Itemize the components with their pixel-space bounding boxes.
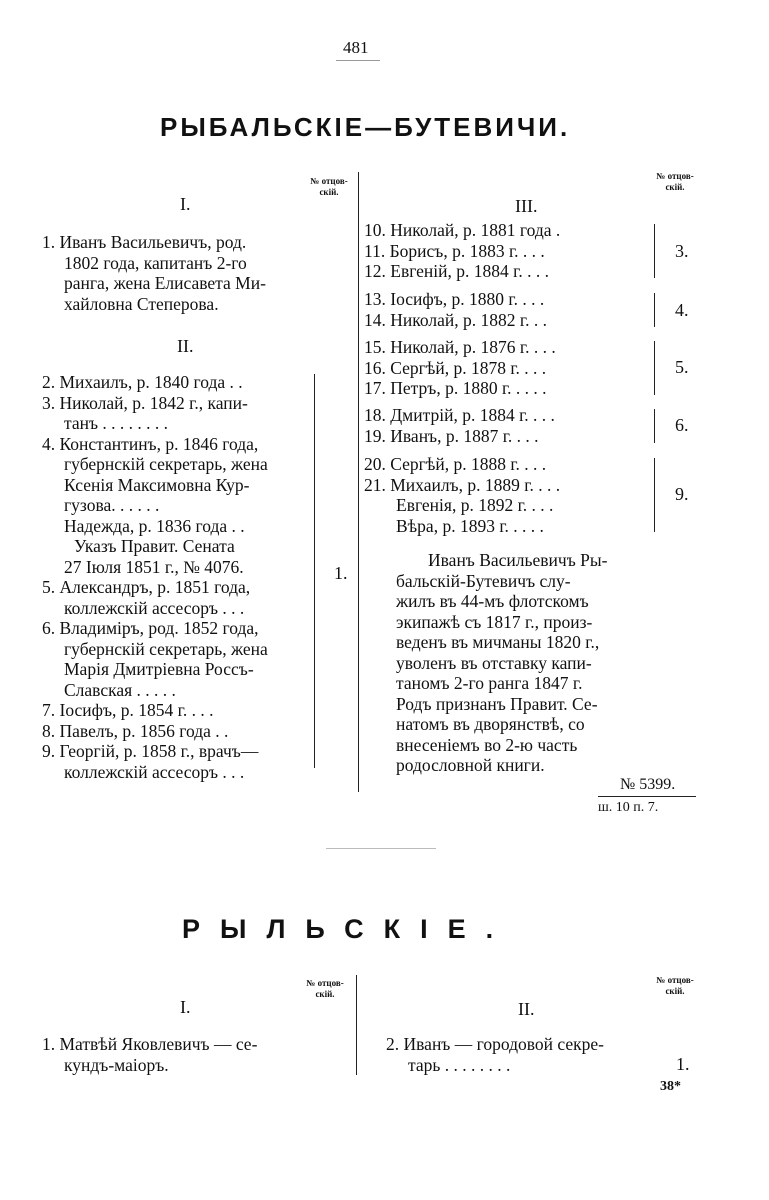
text-line: родословной книги. [396,755,545,775]
text-line: 14. Николай, р. 1882 г. . . [364,309,547,330]
section2-father-no: 1. [676,1054,690,1074]
gen2-entries [42,372,268,782]
text-line: 10. Николай, р. 1881 года . [364,220,561,240]
generation-2-label: II. [177,336,194,356]
text-line: 1. Иванъ Васильевичъ, род. [42,232,247,252]
text-line: бальскій-Бутевичъ слу- [396,570,571,591]
group-5-father-no: 9. [675,484,689,504]
text-line: 4. Константинъ, р. 1846 года, [42,433,259,454]
column-divider-2 [356,975,357,1075]
text-line: 18. Дмитрій, р. 1884 г. . . . [364,405,555,425]
family-title: РЫБАЛЬСКІЕ—БУТЕВИЧИ. [160,112,571,142]
text-line: гузова. . . . . . [64,495,160,515]
group-3-father-no: 5. [675,357,689,377]
text-line: уволенъ въ отставку капи- [396,652,592,673]
text-line: 17. Петръ, р. 1880 г. . . . . [364,378,547,398]
text-line: Марія Дмитріевна Россъ- [64,659,254,679]
group-2-bracket [654,293,655,327]
text-line: таномъ 2-го ранга 1847 г. [396,673,583,693]
page-number-rule [336,60,380,61]
text-line: 1. Матвѣй Яковлевичъ — се- [42,1034,258,1054]
generation-1-label: I. [180,194,191,214]
column-divider [358,172,359,792]
text-line: губернскій секретарь, жена [64,638,268,659]
text-line: жилъ въ 44-мъ флотскомъ [396,591,589,611]
text-line: 12. Евгеній, р. 1884 г. . . . [364,261,549,281]
gen1-entry [42,232,266,314]
gen3-group-1 [364,220,560,282]
text-line: 27 Іюля 1851 г., № 4076. [64,556,244,577]
group-1-father-no: 3. [675,241,689,261]
section2-left-entry [42,1034,257,1075]
father-no-header-right: № отцов- скій. [656,171,694,192]
father-no-header-left-2: № отцов- скій. [306,978,344,999]
text-line: танъ . . . . . . . . [64,413,169,433]
group-1-bracket [654,224,655,278]
text-line: ранга, жена Елисавета Ми- [64,273,266,293]
text-line: Вѣра, р. 1893 г. . . . . [396,515,544,536]
text-line: Славская . . . . . [64,679,176,700]
text-line: хайловна Степерова. [64,293,219,314]
group-4-bracket [654,409,655,443]
group-3-bracket [654,341,655,395]
gen3-group-4 [364,405,555,446]
gen2-bracket [314,374,315,768]
gen2-father-no: 1. [334,563,348,583]
gen3-group-3 [364,337,556,399]
gen3-group-5 [364,454,560,536]
text-line: 19. Иванъ, р. 1887 г. . . . [364,425,539,446]
text-line: веденъ въ мичманы 1820 г., [396,632,600,652]
text-line: 6. Владиміръ, род. 1852 года, [42,618,259,638]
text-line: внесеніемъ во 2-ю часть [396,734,578,755]
text-line: коллежскій ассесоръ . . . [64,761,245,782]
text-line: натомъ въ дворянствѣ, со [396,714,585,734]
generation-3-label: III. [515,196,538,216]
text-line: коллежскій ассесоръ . . . [64,597,245,618]
text-line: 5. Александръ, р. 1851 года, [42,577,251,597]
family-title-2: РЫЛЬСКІЕ. [182,914,514,944]
father-no-header-right-2: № отцов- скій. [656,975,694,996]
father-no-header-left: № отцов- скій. [310,176,348,197]
section2-right-entry [386,1034,604,1075]
section2-gen2-label: II. [518,999,535,1019]
section2-gen1-label: I. [180,997,191,1017]
group-5-bracket [654,458,655,532]
text-line: 1802 года, капитанъ 2-го [64,252,247,273]
text-line: Указъ Правит. Сената [74,536,235,556]
text-line: Евгенія, р. 1892 г. . . . [396,495,554,515]
page-number: 481 [343,38,369,57]
text-line: 15. Николай, р. 1876 г. . . . [364,337,556,357]
text-line: экипажѣ съ 1817 г., произ- [396,611,593,632]
reference-location: ш. 10 п. 7. [598,800,659,815]
text-line: Иванъ Васильевичъ Ры- [428,550,608,570]
text-line: 2. Иванъ — городовой секре- [386,1034,604,1054]
text-line: Родъ признанъ Правит. Се- [396,693,598,714]
text-line: кундъ-маіоръ. [64,1054,169,1075]
text-line: 13. Іосифъ, р. 1880 г. . . . [364,289,545,309]
text-line: 20. Сергѣй, р. 1888 г. . . . [364,454,547,474]
group-4-father-no: 6. [675,415,689,435]
text-line: 7. Іосифъ, р. 1854 г. . . . [42,700,214,720]
section-separator [326,848,436,849]
group-2-father-no: 4. [675,300,689,320]
historical-note [370,550,607,776]
text-line: 8. Павелъ, р. 1856 года . . [42,720,229,741]
text-line: Надежда, р. 1836 года . . [64,515,245,536]
text-line: 16. Сергѣй, р. 1878 г. . . . [364,357,547,378]
text-line: 21. Михаилъ, р. 1889 г. . . . [364,474,561,495]
text-line: 11. Борисъ, р. 1883 г. . . . [364,240,545,261]
text-line: 2. Михаилъ, р. 1840 года . . [42,372,243,392]
text-line: Ксенія Максимовна Кур- [64,474,250,495]
reference-number: № 5399. [620,776,676,793]
signature-mark: 38* [660,1079,681,1094]
text-line: 3. Николай, р. 1842 г., капи- [42,392,248,413]
text-line: губернскій секретарь, жена [64,454,268,474]
reference-rule [598,796,696,797]
gen3-group-2 [364,289,547,330]
text-line: 9. Георгій, р. 1858 г., врачъ— [42,741,259,761]
text-line: тарь . . . . . . . . [408,1054,511,1075]
